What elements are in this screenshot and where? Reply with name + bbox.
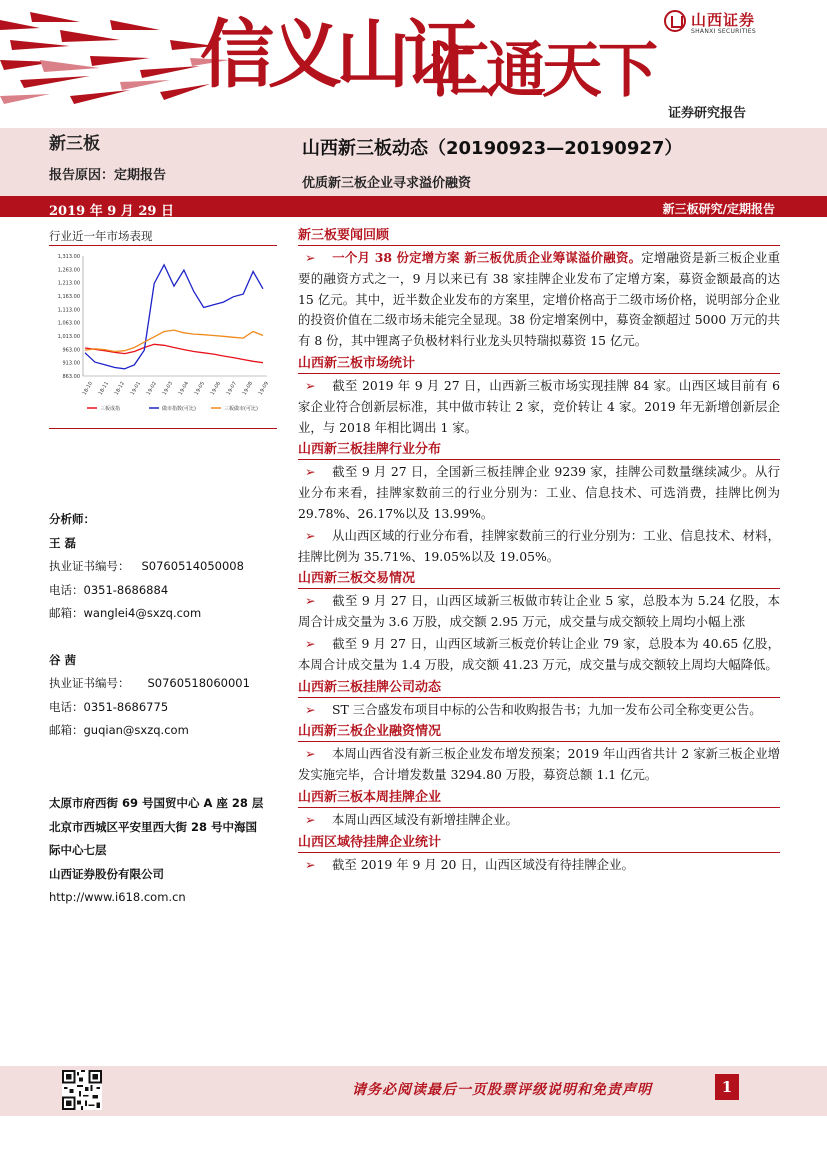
y-tick-label: 1,113.00 [57, 307, 80, 314]
y-tick-label: 1,013.00 [57, 334, 80, 340]
calligraphy-slogan-1: 信义山证 [200, 12, 472, 98]
series-line [85, 330, 263, 351]
x-tick-label: 18-10 [81, 380, 95, 397]
analyst-name: 谷 茜 [49, 652, 77, 667]
address-block [49, 792, 309, 910]
analyst-email: 邮箱：guqian@sxzq.com [49, 723, 189, 737]
analyst-email: 邮箱：wanglei4@sxzq.com [49, 606, 202, 620]
paragraph-text: 本周山西省没有新三板企业发布增发预案；2019 年山西省共计 2 家新三板企业增发实施完毕，合计增发数量 3294.80 万股，募资总额 1.1 亿元。 [298, 746, 780, 783]
x-tick-label: 19-02 [145, 380, 159, 397]
paragraph-text: 截至 9 月 27 日，全国新三板挂牌企业 9239 家，挂牌公司数量继续减少。从行业分布来看，挂牌家数前三的行业分别为：工业、信息技术、可选消费，挂牌比例为 29.78%、26.17%以及 13.99%。 [298, 464, 780, 521]
analyst-block [49, 508, 289, 743]
bullet-arrow-icon: ➢ [305, 746, 316, 762]
y-tick-label: 1,213.00 [57, 280, 80, 287]
series-line [85, 265, 263, 369]
report-reason: 报告原因：定期报告 [49, 168, 167, 183]
bullet-paragraph [298, 634, 780, 676]
chart-title: 行业近一年市场表现 [49, 229, 153, 243]
logo-english: SHANXI SECURITIES [691, 28, 756, 35]
analyst-cert [49, 555, 289, 579]
page-subtitle: 优质新三板企业寻求溢价融资 [302, 176, 472, 191]
legend-label: 三板做市(可比) [224, 406, 258, 412]
analysts-label: 分析师： [49, 512, 95, 526]
x-tick-label: 19-09 [257, 380, 271, 397]
bullet-paragraph [298, 855, 780, 876]
cert-label: 执业证书编号： [49, 676, 130, 690]
section-heading: 山西新三板挂牌公司动态 [298, 677, 780, 698]
bullet-arrow-icon: ➢ [305, 701, 316, 717]
paragraph-text: ST 三合盛发布项目中标的公告和收购报告书；九加一发布公司全称变更公告。 [332, 701, 762, 717]
bullet-paragraph [298, 462, 780, 524]
paragraph-text: 截至 9 月 27 日，山西区域新三板竞价转让企业 79 家，总股本为 40.65 亿股，本周合计成交量为 1.4 万股，成交额 41.23 万元，成交量与成交额较上周均大幅降低。 [298, 635, 780, 672]
bullet-arrow-icon: ➢ [305, 377, 316, 393]
page-number: 1 [715, 1074, 739, 1100]
section-heading: 新三板要闻回顾 [298, 225, 780, 246]
header-banner [0, 0, 827, 128]
cert-label: 执业证书编号： [49, 559, 130, 573]
legend-label: 三板成指 [100, 406, 121, 412]
bullet-arrow-icon: ➢ [305, 593, 316, 609]
bullet-paragraph [298, 376, 780, 438]
report-date: 2019 年 9 月 29 日 [49, 204, 174, 219]
y-tick-label: 913.00 [62, 360, 80, 367]
legend-label: 做市指数(可比) [162, 406, 196, 412]
x-tick-label: 19-06 [209, 380, 223, 397]
y-tick-label: 1,313.00 [57, 254, 80, 260]
section-heading: 山西新三板市场统计 [298, 353, 780, 374]
x-tick-label: 19-01 [129, 380, 143, 397]
bullet-paragraph [298, 591, 780, 633]
analyst-phone: 电话：0351-8686775 [49, 699, 169, 714]
x-tick-label: 19-07 [225, 380, 239, 397]
bullet-arrow-icon: ➢ [305, 250, 316, 265]
qr-code-icon [62, 1070, 102, 1110]
company-logo [664, 8, 784, 40]
paragraph-text: 从山西区域的行业分布看，挂牌家数前三的行业分别为：工业、信息技术、材料，挂牌比例为 35.71%、19.05%以及 19.05%。 [298, 527, 780, 564]
address-line: 际中心七层 [49, 843, 107, 857]
cert-number: S0760518060001 [147, 676, 250, 690]
paragraph-text: 定增融资是新三板企业重要的融资方式之一，9 月以来已有 38 家挂牌企业发布了定增方案，募资金额最高的达 15 亿元。其中，近半数企业发布的方案里，定增价格高于二级市场价格，说明部分企业的投资价值在二级市场未能完全显现。38 份定增案例中，募资金额超过 5000 万元的共有 8 份，其中锂离子负极材料行业龙头贝特瑞拟募资 15 亿元。 [298, 250, 781, 349]
analyst-name: 王 磊 [49, 535, 77, 550]
x-tick-label: 19-04 [177, 380, 191, 397]
y-tick-label: 863.00 [62, 374, 80, 380]
section-heading: 山西新三板交易情况 [298, 568, 780, 589]
bullet-paragraph [298, 700, 780, 721]
disclaimer-text: 请务必阅读最后一页股票评级说明和免责声明 [352, 1082, 652, 1098]
main-content [298, 225, 780, 877]
market-chart [49, 248, 277, 418]
y-tick-label: 1,063.00 [57, 320, 80, 327]
bullet-arrow-icon: ➢ [305, 856, 316, 872]
y-tick-label: 963.00 [62, 347, 80, 354]
sector-label: 新三板 [49, 134, 100, 154]
x-tick-label: 18-11 [97, 380, 111, 397]
x-tick-label: 19-05 [193, 380, 207, 397]
bullet-arrow-icon: ➢ [305, 527, 316, 543]
report-type: 证券研究报告 [668, 106, 747, 121]
bullet-paragraph [298, 248, 780, 352]
paragraph-text: 本周山西区域没有新增挂牌企业。 [332, 811, 518, 827]
logo-name: 山西证券 [691, 11, 756, 29]
section-heading: 山西新三板企业融资情况 [298, 721, 780, 742]
highlight-text: 一个月 38 份定增方案 新三板优质企业筹谋溢价融资。 [332, 250, 642, 265]
x-tick-label: 19-08 [241, 380, 255, 397]
paragraph-text: 截至 2019 年 9 月 27 日，山西新三板市场实现挂牌 84 家。山西区域目前有 6 家企业符合创新层标准，其中做市转让 2 家，竞价转让 4 家。2019 年无新增创新层企业，与 2018 年相比调出 1 家。 [298, 377, 780, 435]
divider [49, 245, 277, 246]
bullet-paragraph [298, 744, 780, 786]
section-heading: 山西区域待挂牌企业统计 [298, 832, 780, 853]
market-chart-svg [49, 248, 277, 418]
x-tick-label: 19-03 [161, 380, 175, 397]
address-line: 太原市府西街 69 号国贸中心 A 座 28 层 [49, 796, 264, 810]
bullet-arrow-icon: ➢ [305, 464, 316, 480]
cert-number: S0760514050008 [141, 559, 244, 573]
paragraph-text: 截至 9 月 27 日，山西区域新三板做市转让企业 5 家，总股本为 5.24 亿股，本周合计成交量为 3.6 万股，成交额 2.95 万元，成交量与成交额较上周均小幅上涨 [298, 593, 780, 630]
bullet-arrow-icon: ➢ [305, 635, 316, 651]
section-heading: 山西新三板本周挂牌企业 [298, 787, 780, 808]
divider [49, 428, 277, 429]
category-label: 新三板研究/定期报告 [662, 202, 775, 216]
analyst-phone: 电话：0351-8686884 [49, 582, 169, 597]
y-tick-label: 1,163.00 [57, 294, 80, 300]
section-heading: 山西新三板挂牌行业分布 [298, 439, 780, 460]
bullet-paragraph [298, 810, 780, 831]
series-line [85, 344, 263, 362]
bullet-arrow-icon: ➢ [305, 811, 316, 827]
logo-icon [664, 10, 686, 32]
analyst-cert [49, 672, 289, 696]
x-tick-label: 18-12 [113, 380, 127, 397]
page-title: 山西新三板动态（20190923—20190927） [302, 138, 683, 159]
company-name: 山西证券股份有限公司 [49, 866, 164, 881]
website-link[interactable]: http://www.i618.com.cn [49, 890, 186, 904]
y-tick-label: 1,263.00 [57, 267, 80, 274]
address-line: 北京市西城区平安里西大街 28 号中海国 [49, 819, 258, 834]
bullet-paragraph [298, 526, 780, 568]
paragraph-text: 截至 2019 年 9 月 20 日，山西区域没有待挂牌企业。 [332, 856, 634, 872]
calligraphy-slogan-2: 汇通天下 [430, 36, 654, 106]
